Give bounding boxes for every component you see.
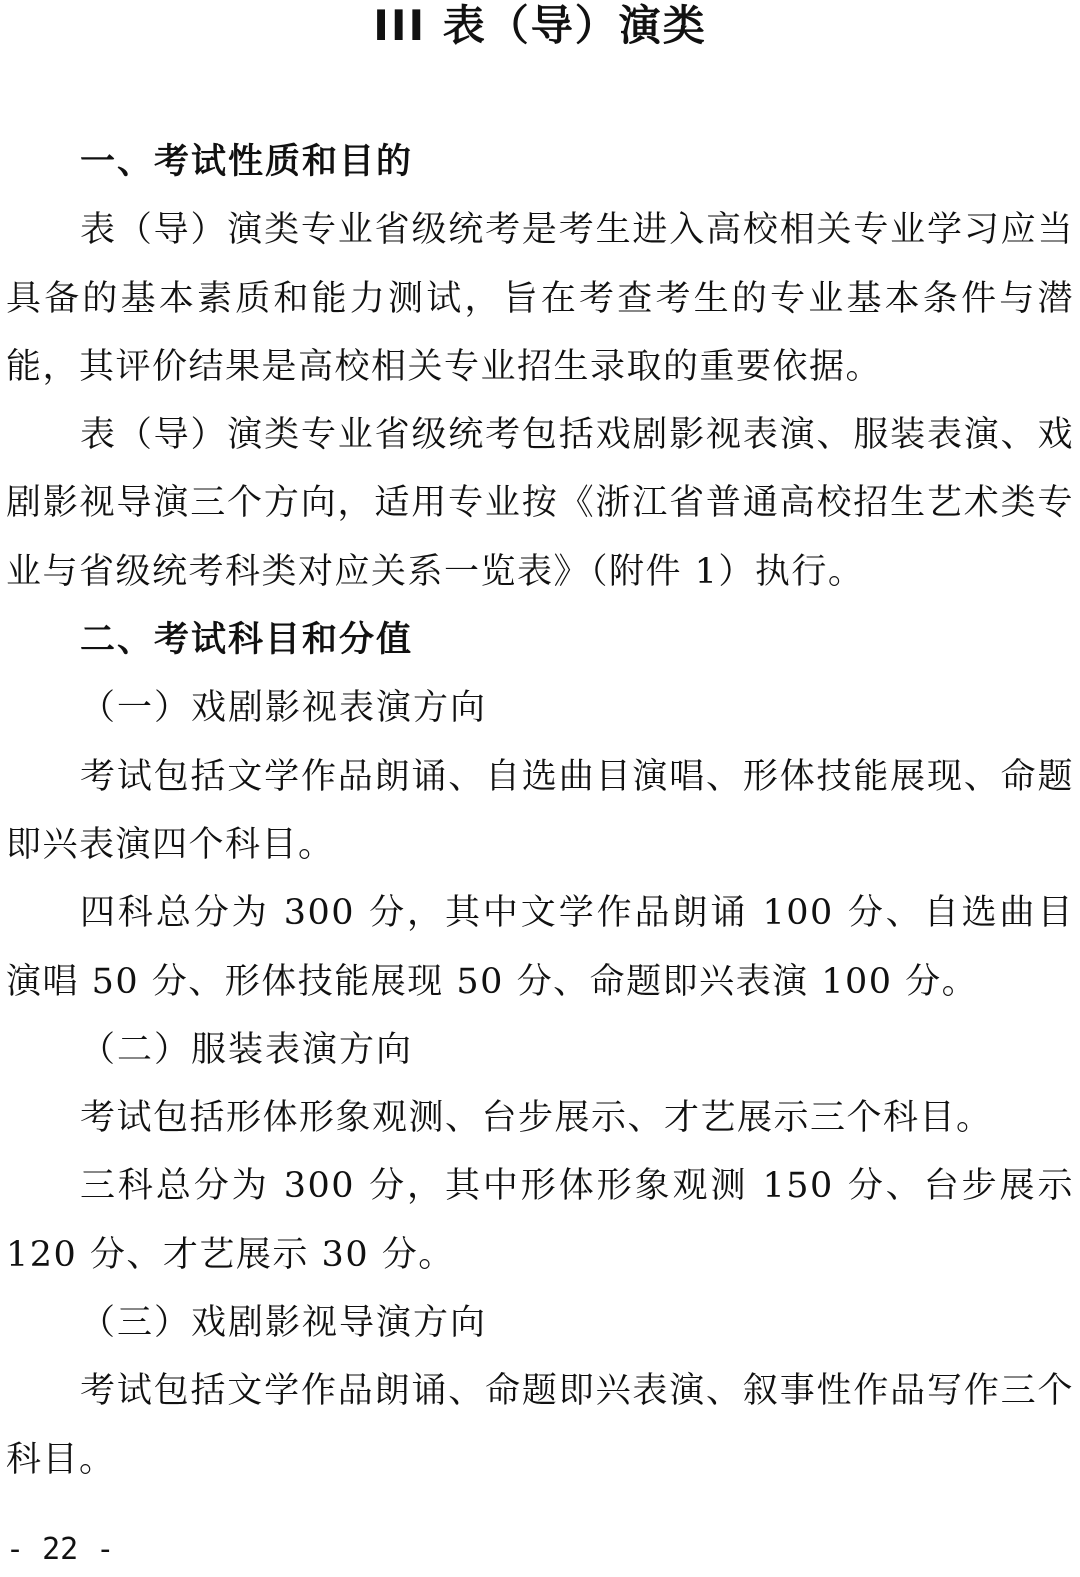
paragraph: 四科总分为 300 分，其中文学作品朗诵 100 分、自选曲目演唱 50 分、形体技能展现 50 分、命题即兴表演 100 分。 [6,893,1074,1002]
paragraph: 三科总分为 300 分，其中形体形象观测 150 分、台步展示 120 分、才艺展示 30 分。 [6,1166,1074,1275]
paragraph: 考试包括形体形象观测、台步展示、才艺展示三个科目。 [80,1098,993,1139]
page-title: III 表（导）演类 [373,1,707,50]
document-body [6,128,1074,1494]
paragraph: 表（导）演类专业省级统考是考生进入高校相关专业学习应当具备的基本素质和能力测试，旨在考查考生的专业基本条件与潜能，其评价结果是高校相关专业招生录取的重要依据。 [6,210,1074,387]
paragraph: 表（导）演类专业省级统考包括戏剧影视表演、服装表演、戏剧影视导演三个方向，适用专业按《浙江省普通高校招生艺术类专业与省级统考科类对应关系一览表》（附件 1）执行。 [6,415,1074,592]
paragraph: 考试包括文学作品朗诵、命题即兴表演、叙事性作品写作三个科目。 [6,1371,1074,1480]
section-heading-2: 二、考试科目和分值 [80,620,414,661]
subsection-heading-3: （三）戏剧影视导演方向 [80,1303,488,1344]
subsection-heading-2: （二）服装表演方向 [80,1029,414,1070]
subsection-heading-1: （一）戏剧影视表演方向 [80,688,488,729]
section-heading-1: 一、考试性质和目的 [80,142,414,182]
paragraph: 考试包括文学作品朗诵、自选曲目演唱、形体技能展现、命题即兴表演四个科目。 [6,756,1074,865]
page-number: - 22 - [6,1532,115,1567]
